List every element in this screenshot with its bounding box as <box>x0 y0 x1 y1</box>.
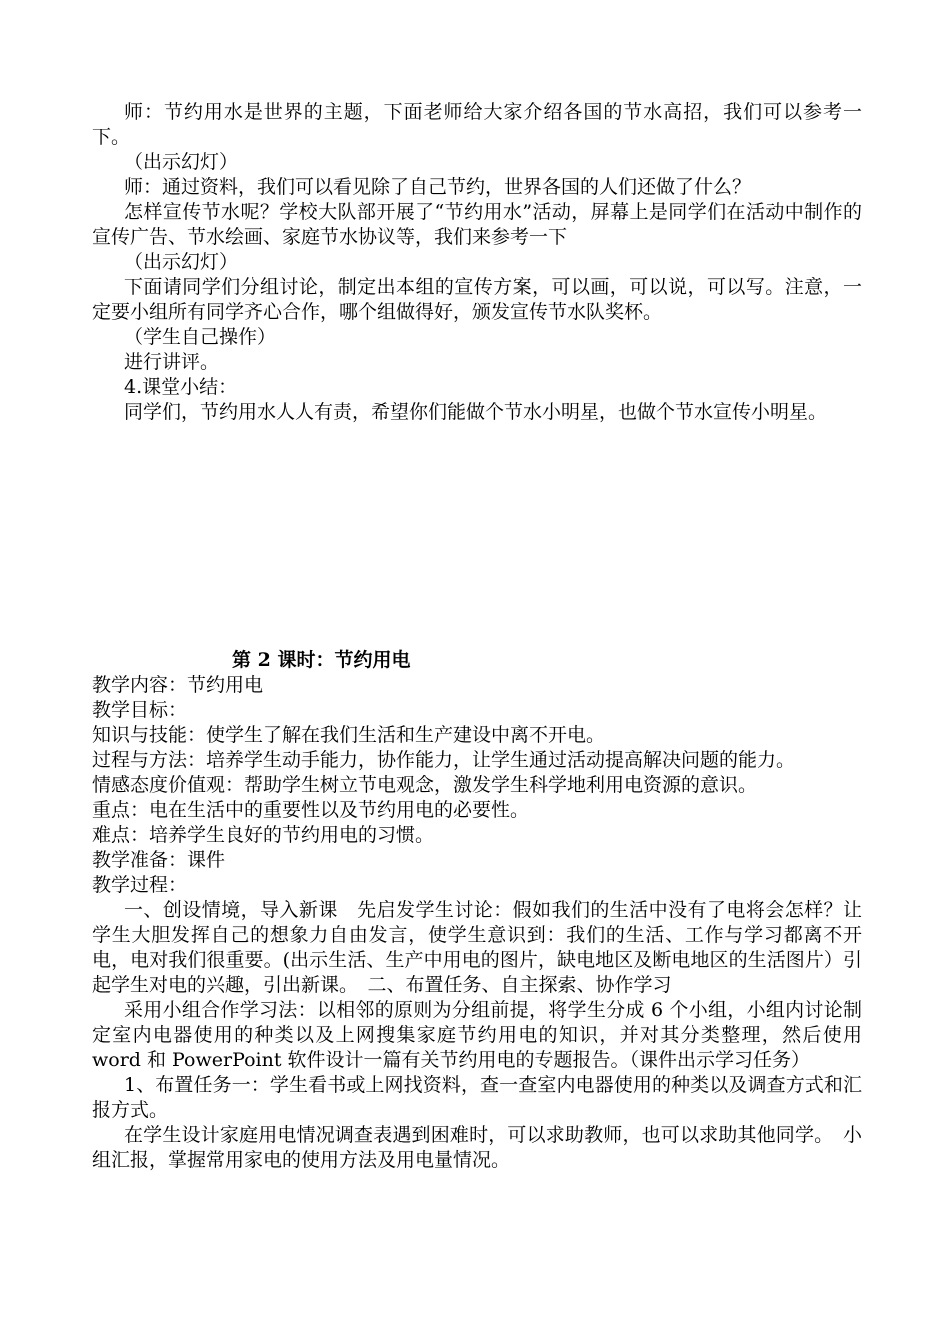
paragraph: 在学生设计家庭用电情况调查表遇到困难时，可以求助教师，也可以求助其他同学。 小组汇报，掌握常用家电的使用方法及用电量情况。 <box>92 1124 862 1171</box>
paragraph: （出示幻灯） <box>124 151 239 173</box>
paragraph: 1、布置任务一：学生看书或上网找资料，查一查室内电器使用的种类以及调查方式和汇报方式。 <box>92 1074 862 1121</box>
paragraph: 师：通过资料，我们可以看见除了自己节约，世界各国的人们还做了什么？ <box>124 176 752 198</box>
teaching-prep: 教学准备：课件 <box>92 849 226 871</box>
paragraph: （学生自己操作） <box>124 326 277 348</box>
paragraph: 进行讲评。 <box>124 351 220 373</box>
paragraph: 怎样宣传节水呢？学校大队部开展了“节约用水”活动，屏幕上是同学们在活动中制作的宣传广告、节水绘画、家庭节水协议等，我们来参考一下 <box>92 201 862 248</box>
paragraph: 下面请同学们分组讨论，制定出本组的宣传方案，可以画，可以说，可以写。注意，一定要小组所有同学齐心合作，哪个组做得好，颁发宣传节水队奖杯。 <box>92 276 862 323</box>
teaching-content: 教学内容：节约用电 <box>92 674 264 696</box>
paragraph: 采用小组合作学习法：以相邻的原则为分组前提，将学生分成 6 个小组，小组内讨论制定室内电器使用的种类以及上网搜集家庭节约用电的知识，并对其分类整理，然后使用 word 和 PowerPoint 软件设计一篇有关节约用电的专题报告。（课件出示学习任务） <box>92 999 862 1071</box>
paragraph: 同学们，节约用水人人有责，希望你们能做个节水小明星，也做个节水宣传小明星。 <box>124 401 828 423</box>
paragraph: 一、创设情境，导入新课 先启发学生讨论：假如我们的生活中没有了电将会怎样？让学生大胆发挥自己的想象力自由发言，使学生意识到：我们的生活、工作与学习都离不开电，电对我们很重要。(出示生活、生产中用电的图片，缺电地区及断电地区的生活图片）引起学生对电的兴趣，引出新课。 二、布置任务、自主探索、协作学习 <box>92 899 862 996</box>
section-electricity-saving <box>92 673 862 1173</box>
paragraph: 师：节约用水是世界的主题，下面老师给大家介绍各国的节水高招，我们可以参考一下。 <box>92 101 862 148</box>
key-point: 重点：电在生活中的重要性以及节约用电的必要性。 <box>92 799 530 821</box>
difficulty: 难点：培养学生良好的节约用电的习惯。 <box>92 824 435 846</box>
emotion-goal: 情感态度价值观：帮助学生树立节电观念，激发学生科学地利用电资源的意识。 <box>92 774 758 796</box>
teaching-goals-heading: 教学目标： <box>92 699 188 721</box>
paragraph: 4.课堂小结： <box>124 376 238 398</box>
teaching-process-heading: 教学过程： <box>92 874 188 896</box>
process-goal: 过程与方法：培养学生动手能力，协作能力，让学生通过活动提高解决问题的能力。 <box>92 749 796 771</box>
paragraph: （出示幻灯） <box>124 251 239 273</box>
section-water-saving <box>92 100 862 425</box>
lesson-title: 第 2 课时：节约用电 <box>232 649 411 671</box>
knowledge-goal: 知识与技能：使学生了解在我们生活和生产建设中离不开电。 <box>92 724 606 746</box>
